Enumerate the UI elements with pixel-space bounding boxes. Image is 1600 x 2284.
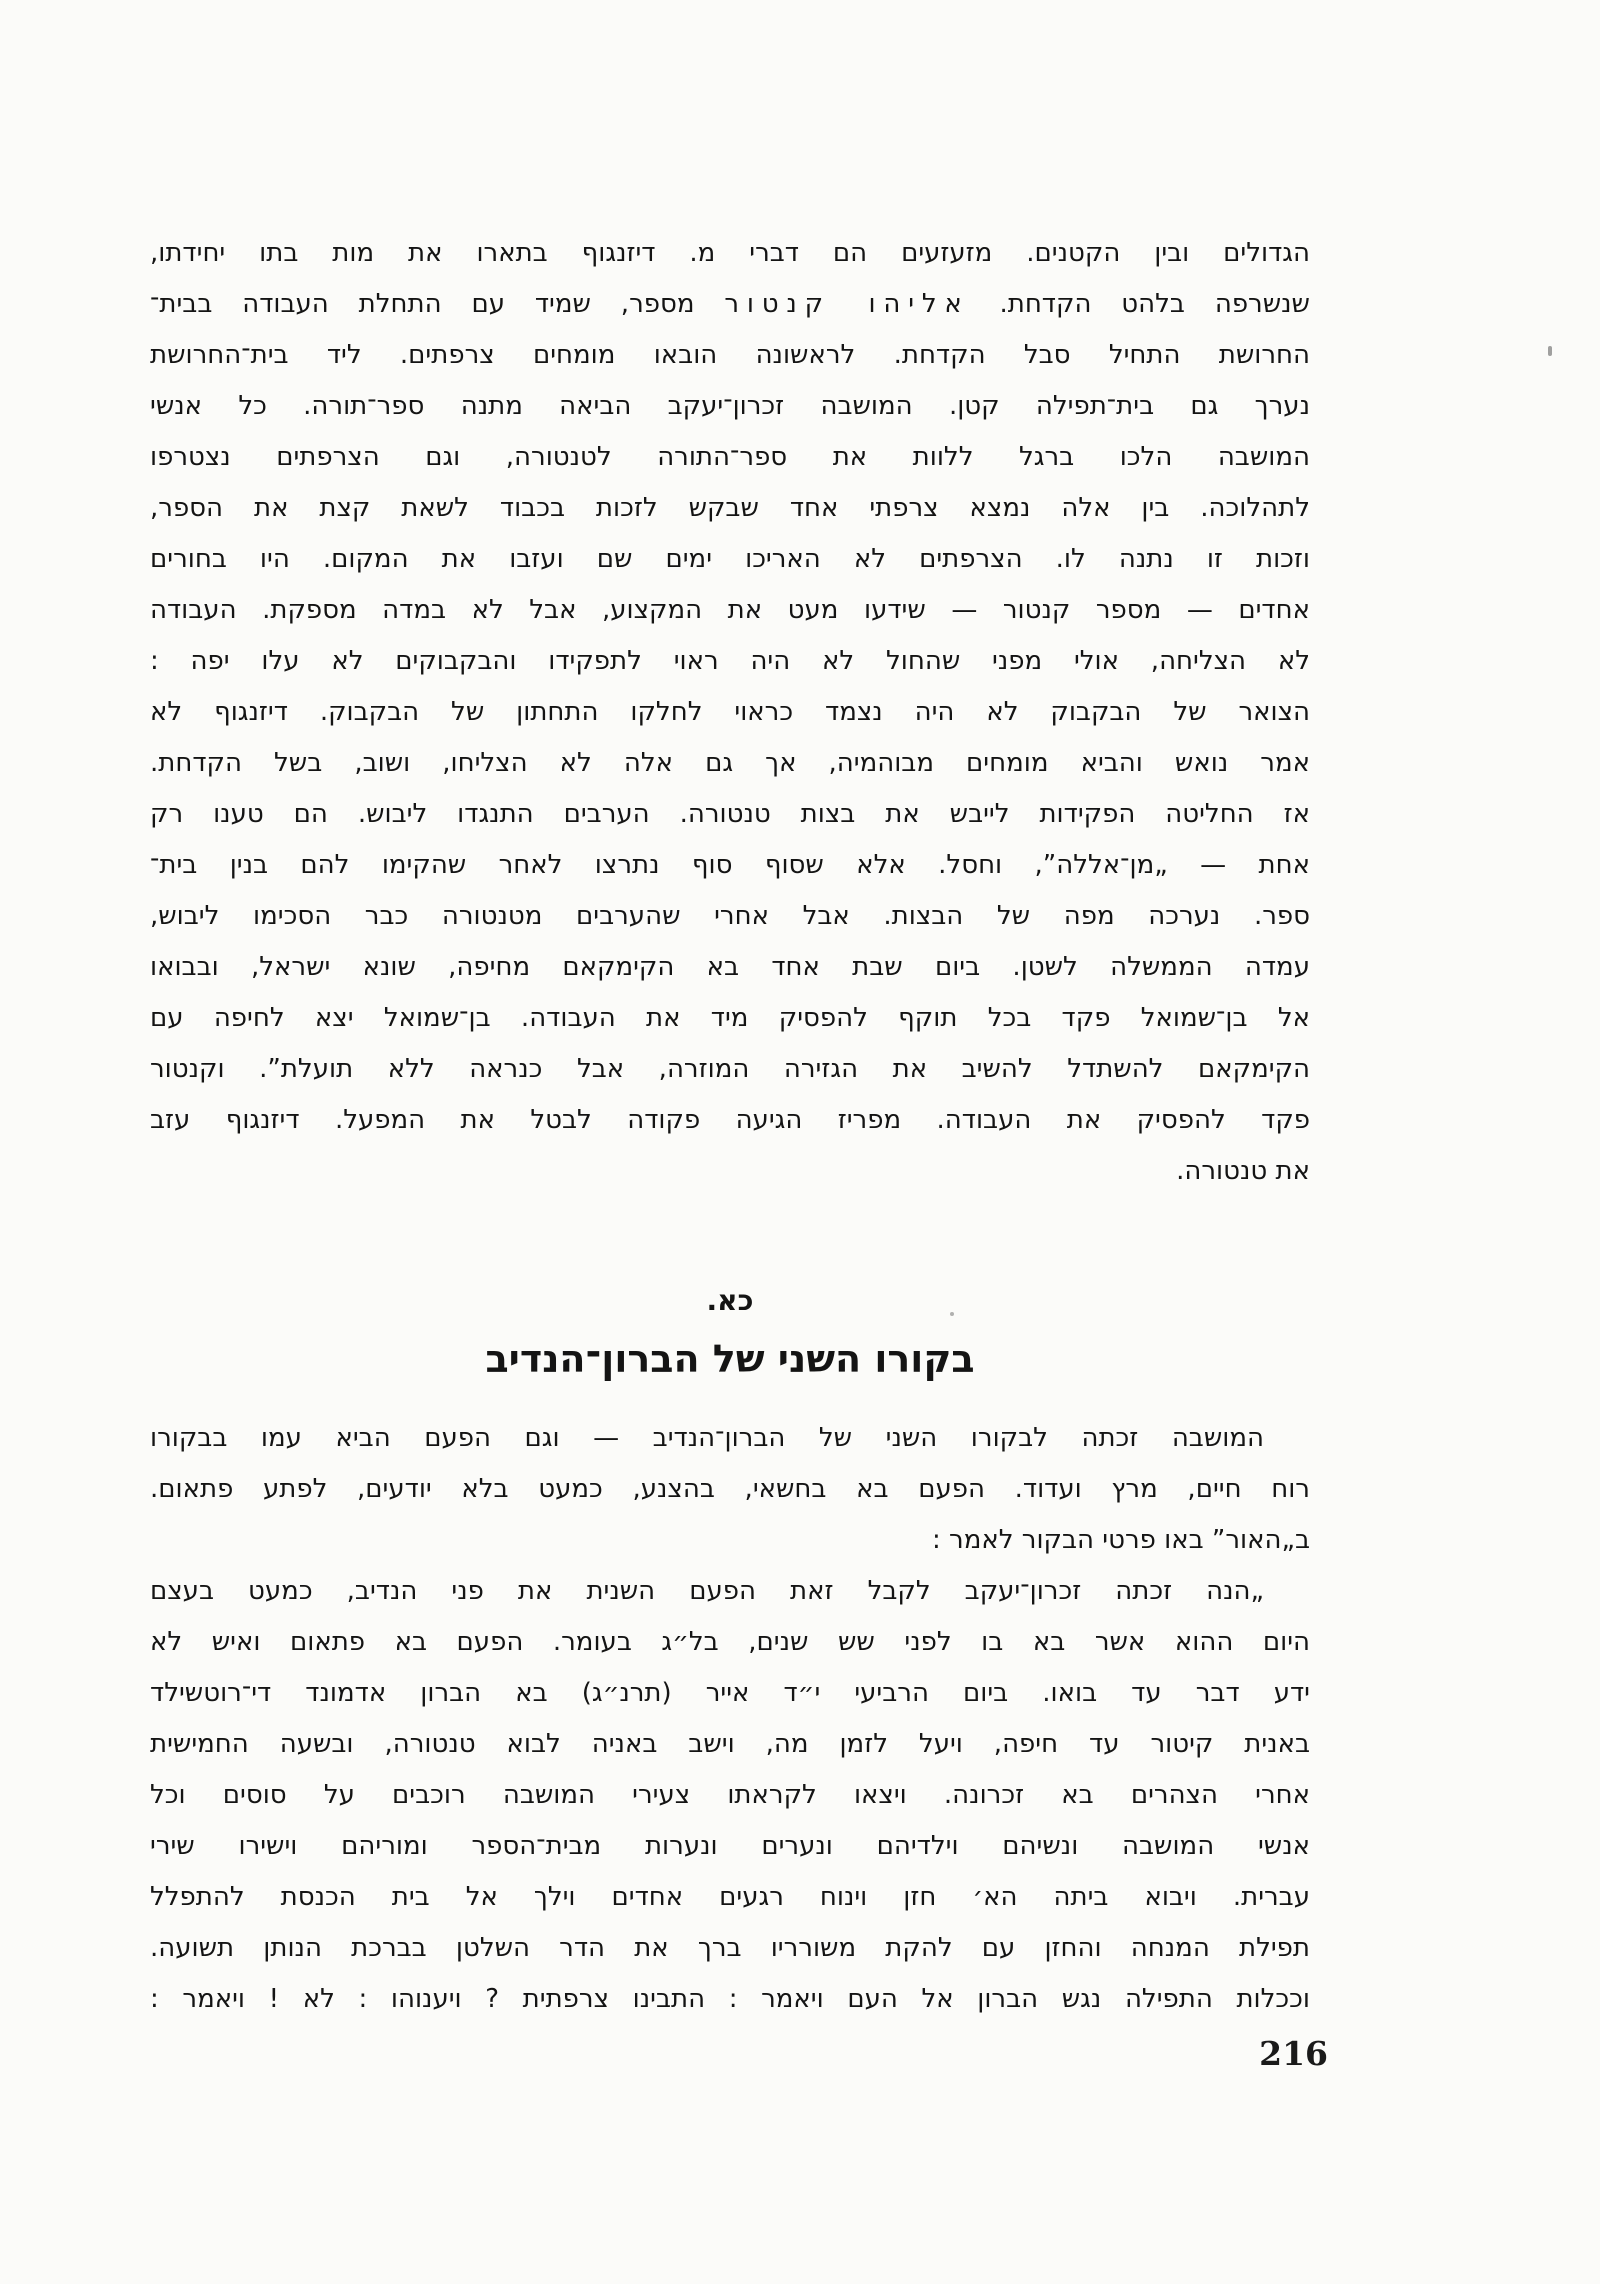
scan-artifact [950,1312,954,1316]
text-line: וככלות התפילה נגש הברון אל העם ויאמר : התבינו צרפתית ? ויענוהו : לא ! ויאמר : [150,1984,1310,2014]
text-line: באנית קיטור עד חיפה, ויעל לזמן מה, וישב באניה לבוא טנטורה, ובשעה החמישית [150,1729,1310,1759]
text-line: המושבה זכתה לבקורו השני של הברון־הנדיב — וגם הפעם הביא עמו בבקורו [150,1423,1264,1453]
text-line: אחת — „מן־אללה”, וחסל. אלא שסוף סוף נתרצו לאחר שהקימו להם בנין בית־ [150,850,1310,880]
text-line: ב„האור” באו פרטי הבקור לאמר : [932,1525,1310,1555]
chapter-number: כא. [706,1284,754,1317]
text-line: הצואר של הבקבוק לא היה נצמד כראוי לחלקו התחתון של הבקבוק. דיזנגוף לא [150,697,1310,727]
text-line: אל בן־שמואל פקד בכל תוקף להפסיק מיד את העבודה. בן־שמואל יצא לחיפה עם [150,1003,1310,1033]
text-line: אחרי הצהרים בא זכרונה. ויצאו לקראתו צעירי המושבה רוכבים על סוסים וכל [150,1780,1310,1810]
chapter-title: בקורו השני של הברון־הנדיב [485,1337,975,1381]
text-line: החרושת התחיל סבל הקדחת. לראשונה הובאו מומחים צרפתים. ליד בית־החרושת [150,340,1310,370]
quoted-report-paragraph [150,1566,1310,2025]
text-line: הקימקאם להשתדל להשיב את הגזירה המוזרה, אבל כנראה ללא תועלת”. וקנטור [150,1054,1310,1084]
text-line: את טנטורה. [1176,1156,1310,1186]
opening-paragraph [150,228,1310,1197]
text-line: נערך גם בית־תפילה קטן. המושבה זכרון־יעקב הביאה מתנה ספר־תורה. כל אנשי [150,391,1310,421]
text-line [150,279,1310,330]
text-line: עמדה הממשלה לשטן. ביום שבת אחד בא הקימקאם מחיפה, שונא ישראל, ובבואו [150,952,1310,982]
text-line: ידע דבר עד בואו. ביום הרביעי י״ד אייר (תרנ״ג) בא הברון אדמונד די־רוטשילד [150,1678,1310,1708]
text-line: היום ההוא אשר בא בו לפני שש שנים, בל״ג בעומר. הפעם בא פתאום ואיש לא [150,1627,1310,1657]
text-line: „הנה זכתה זכרון־יעקב לקבל זאת הפעם השנית את פני הנדיב, כמעט בעצם [150,1576,1264,1606]
text-line: לתהלוכה. בין אלה נמצא צרפתי אחד שבקש לזכות בכבוד לשאת קצת את הספר, [150,493,1310,523]
page-number: 216 [1259,2034,1328,2073]
text-line: רוח חיים, מרץ ועדוד. הפעם בא בחשאי, בהצנע, כמעט בלא יודעים, לפתע פתאום. [150,1474,1310,1504]
text-line: אנשי המושבה ונשיהם וילדיהם ונערים ונערות מבית־הספר ומוריהם וישירו שירי [150,1831,1310,1861]
text-line: פקד להפסיק את העבודה. מפריז הגיעה פקודה לבטל את המפעל. דיזנגוף עזב [150,1105,1310,1135]
text-line: אז החליטה הפקידות לייבש את בצות טנטורה. הערבים התנגדו ליבוש. הם טענו רק [150,799,1310,829]
text-run: שנשרפה בלהט הקדחת. [969,289,1310,319]
text-line: אחדים — מספר קנטור — שידעו מעט את המקצוע, אבל לא במדה מספקת. העבודה [150,595,1310,625]
emphasized-name: אליהו קנטור [724,289,970,319]
scan-artifact [1548,346,1552,356]
text-line: עברית. ויבוא ביתה הא׳ חזן וינוח רגעים אחדים וילך אל בית הכנסת להתפלל [150,1882,1310,1912]
text-line: ספר. נערכה מפה של הבצות. אבל אחרי שהערבים מטנטורה כבר הסכימו ליבוש, [150,901,1310,931]
text-line: הגדולים ובין הקטנים. מזעזעים הם דברי מ. דיזנגוף בתארו את מות בתו יחידתו, [150,238,1310,268]
text-line: המושבה הלכו ברגל ללוות את ספר־התורה לטנטורה, וגם הצרפתים נצטרפו [150,442,1310,472]
text-column [150,228,1310,2025]
text-line: לא הצליחה, אולי מפני שהחול לא היה ראוי לתפקידו והבקבוקים לא עלו יפה : [150,646,1310,676]
text-run: מספר, שמיד עם התחלת העבודה בבית־ [150,289,725,319]
intro-paragraph [150,1413,1310,1566]
text-line: אמר נואש והביא מומחים מבוהמיה, אך גם אלה לא הצליחו, ושוב, בשל הקדחת. [150,748,1310,778]
text-line: תפילת המנחה והחזן עם להקת משורריו ברך את הדר השלטן בברכת הנותן תשועה. [150,1933,1310,1963]
text-line: וזכות זו נתנה לו. הצרפתים לא האריכו ימים שם ועזבו את המקום. היו בחורים [150,544,1310,574]
